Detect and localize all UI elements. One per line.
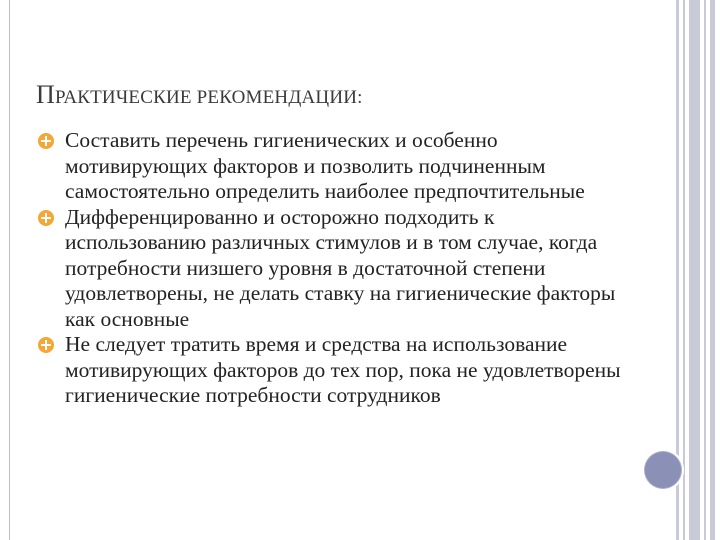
right-decor-panel [676, 0, 720, 540]
title-rest: РАКТИЧЕСКИЕ РЕКОМЕНДАЦИИ: [54, 87, 363, 108]
bullet-item [38, 128, 638, 205]
plus-circle-icon [38, 210, 54, 226]
plus-circle-icon [38, 337, 54, 353]
title-first-letter: П [36, 80, 55, 109]
plus-circle-icon [38, 133, 54, 149]
decor-circle-fill [645, 452, 681, 488]
left-frame-line [9, 0, 10, 540]
slide-title [36, 74, 363, 111]
bullet-item [38, 205, 638, 333]
bullet-text: Дифференцированно и осторожно подходить к использованию различных стимулов и в том случае, когда потребности низшего уровня в достаточной степени удовлетворены, не делать ставку на гигиенические факторы как основные [65, 204, 616, 331]
bullet-list [38, 128, 638, 409]
bullet-item [38, 332, 638, 409]
bullet-text: Составить перечень гигиенических и особенно мотивирующих факторов и позволить подчиненным самостоятельно определить наиболее предпочтительные [65, 128, 585, 203]
bullet-text: Не следует тратить время и средства на использование мотивирующих факторов до тех пор, пока не удовлетворены гигиенические потребности сотрудников [65, 332, 621, 407]
